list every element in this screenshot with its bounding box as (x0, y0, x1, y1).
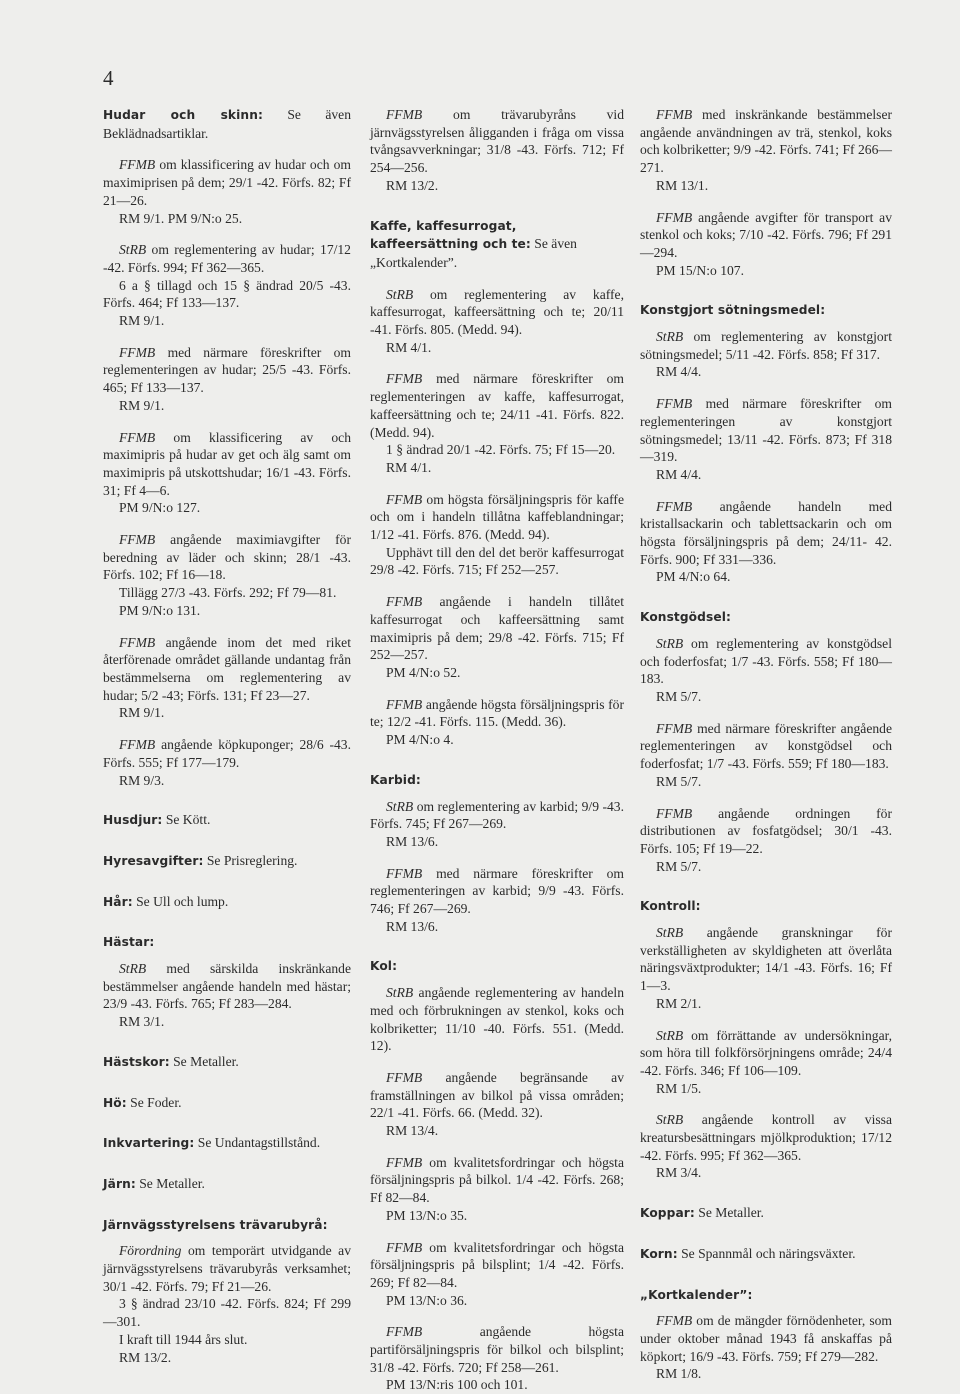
heading-kontroll: Kontroll: (640, 899, 701, 914)
column-2 (370, 106, 624, 1394)
entry (103, 531, 351, 584)
entry-abbr: FFMB (656, 209, 693, 225)
entry-abbr: FFMB (656, 396, 693, 412)
entry-ref: RM 13/2. (386, 177, 439, 193)
entry-text: med närmare föreskrifter om reglementeringen av hudar; 25/5 -43. Förfs. 465; Ff 133—137. (103, 344, 351, 396)
entry-text: angående inom det med riket återförenade området gällande undantag från bestämmelserna om reglementering av hudar; 5/2 -43; Förfs. 131; Ff 23—27. (103, 634, 351, 703)
see-also: Se Metaller. (139, 1175, 205, 1191)
entry-abbr: FFMB (119, 429, 156, 445)
entry-ref: RM 2/1. (656, 995, 702, 1011)
entry-amendment: 1 § ändrad 20/1 -42. Förfs. 75; Ff 15—20. (386, 442, 616, 458)
entry-text: om temporärt utvidgande av järnvägsstyrelsens trävarubyrås verksamhet; 30/1 -42. Förfs. 79; Ff 21—26. (103, 1243, 351, 1294)
entry-text: om reglementering av konstgjort sötningsmedel; 5/11 -42. Förfs. 858; Ff 317. (640, 329, 892, 362)
entry-text: om de mängder förnödenheter, som under oktober månad 1943 få anskaffas på köpkort; 16/9 -43. Förfs. 759; Ff 279—282. (640, 1313, 892, 1364)
entry-abbr: FFMB (386, 371, 423, 387)
entry-abbr: FFMB (119, 532, 156, 548)
entry-hudar-heading (103, 106, 351, 142)
entry-amendment: I kraft till 1944 års slut. (119, 1331, 248, 1347)
see-also: Se även „Kortkalender”. (370, 236, 577, 270)
entry-hastar (103, 933, 351, 952)
entry-hastskor (103, 1053, 351, 1072)
heading-kaffe: Kaffe, kaffesurrogat, kaffeersättning och te: (370, 218, 531, 252)
heading-hudar: Hudar och skinn: (103, 108, 263, 122)
entry (370, 984, 624, 1055)
entry-abbr: FFMB (386, 865, 423, 881)
entry-ref: PM 13/N:ris 100 och 101. (386, 1377, 528, 1393)
entry (640, 498, 892, 569)
entry-abbr: FFMB (656, 1313, 693, 1329)
see-also: Se Metaller. (173, 1053, 239, 1069)
entry-abbr: FFMB (119, 344, 156, 360)
entry-abbr: StRB (386, 985, 414, 1001)
entry-text: angående högsta försäljningspris för te; 12/2 -41. Förfs. 115. (Medd. 36). (370, 696, 624, 730)
entry-abbr: FFMB (386, 1069, 423, 1085)
entry (370, 696, 624, 731)
entry (370, 798, 624, 833)
see-also: Se Metaller. (698, 1205, 764, 1221)
entry-ref: RM 9/1. (119, 397, 165, 413)
entry (103, 429, 351, 500)
entry-abbr: FFMB (386, 594, 423, 610)
entry-ref: RM 4/1. (386, 339, 432, 355)
entry (103, 634, 351, 705)
entry-kol (370, 957, 624, 976)
entry-abbr: FFMB (386, 1239, 423, 1255)
entry-husdjur (103, 811, 351, 830)
entry-ref: PM 9/N:o 127. (119, 500, 201, 516)
entry-text: om reglementering av hudar; 17/12 -42. Förfs. 994; Ff 362—365. (103, 242, 351, 275)
entry-text: om kvalitetsfordringar och högsta försäljningspris på bilsplint; 1/4 -42. Förfs. 269; Ff 82—84. (370, 1239, 624, 1290)
page-number: 4 (103, 66, 114, 90)
entry-abbr: FFMB (119, 737, 156, 753)
entry-ref: RM 4/4. (656, 466, 702, 482)
entry (370, 865, 624, 918)
entry-ref: PM 9/N:o 131. (119, 602, 201, 618)
entry-text: angående ordningen för distributionen av fosfatgödsel; 30/1 -43. Förfs. 105; Ff 19—22. (640, 805, 892, 856)
entry-ref: RM 3/1. (119, 1014, 165, 1030)
entry-text: angående handeln med kristallsackarin och tablettsackarin och om högsta försäljningspris på dem; 24/11- 42. Förfs. 900; Ff 331—336. (640, 498, 892, 567)
entry-text: med särskilda inskränkande bestämmelser angående handeln med hästar; 23/9 -43. Förfs. 765; Ff 283—284. (103, 961, 351, 1012)
entry-ref: RM 9/1. (119, 705, 165, 721)
entry-karbid (370, 771, 624, 790)
entry-ref: PM 13/N:o 35. (386, 1207, 468, 1223)
entry-korn (640, 1245, 892, 1264)
entry (640, 1027, 892, 1080)
entry (370, 286, 624, 339)
see-also: Se Undantagstillstånd. (197, 1135, 321, 1151)
entry-abbr: FFMB (386, 1154, 423, 1170)
entry-kaffe (370, 217, 624, 272)
entry (640, 209, 892, 262)
see-also: Se Foder. (130, 1094, 182, 1110)
entry-ref: PM 4/N:o 4. (386, 732, 454, 748)
entry (103, 1242, 351, 1295)
entry-text: om högsta försäljningspris för kaffe och om i handeln tillåtna kaffeblandningar; 1/12 -41. Förfs. 876. (Medd. 94). (370, 491, 624, 543)
entry-abbr: FFMB (656, 498, 693, 514)
entry-abbr: Förordning (119, 1243, 182, 1259)
entry-inkvartering (103, 1134, 351, 1153)
see-also: Se Prisreglering. (206, 852, 298, 868)
entry-text: om klassificering av och maximipris på hudar av get och älg samt om maximipris på utskottshudar; 16/1 -43. Förfs. 31; Ff 4—6. (103, 429, 351, 498)
entry-jarn (103, 1175, 351, 1194)
heading-kortkalender: „Kortkalender”: (640, 1287, 753, 1302)
entry-abbr: StRB (386, 286, 414, 302)
entry-text: om reglementering av karbid; 9/9 -43. Förfs. 745; Ff 267—269. (370, 798, 624, 832)
entry-abbr: FFMB (119, 157, 156, 173)
entry-abbr: FFMB (386, 107, 423, 122)
entry-text: om reglementering av konstgödsel och foderfosfat; 1/7 -43. Förfs. 558; Ff 180—183. (640, 635, 892, 687)
heading-kol: Kol: (370, 959, 398, 974)
entry (370, 1239, 624, 1292)
entry-text: angående högsta partiförsäljningspris för bilkol och bilsplint; 31/8 -42. Förfs. 720; Ff 258—261. (370, 1324, 624, 1375)
entry (370, 370, 624, 441)
column-3 (640, 106, 892, 1383)
entry (640, 328, 892, 363)
heading-husdjur: Husdjur: (103, 813, 163, 828)
entry-ref: RM 9/1. PM 9/N:o 25. (119, 210, 243, 226)
entry (103, 344, 351, 397)
entry-text: angående maximiavgifter för beredning av läder och skinn; 28/1 -43. Förfs. 102; Ff 16—18. (103, 532, 351, 583)
see-also: Se Spannmål och näringsväxter. (681, 1245, 856, 1261)
entry (640, 805, 892, 858)
entry-ref: RM 13/6. (386, 918, 439, 934)
entry (370, 491, 624, 544)
column-1 (103, 106, 351, 1366)
entry-abbr: FFMB (656, 805, 693, 821)
entry-kontroll (640, 897, 892, 916)
heading-hastar: Hästar: (103, 935, 155, 950)
entry-abbr: StRB (656, 1027, 684, 1043)
entry-ref: RM 13/1. (656, 177, 709, 193)
heading-hastskor: Hästskor: (103, 1054, 170, 1069)
entry (370, 1154, 624, 1207)
entry (370, 1323, 624, 1376)
entry-abbr: FFMB (119, 634, 156, 650)
entry-ref: RM 5/7. (656, 858, 702, 874)
heading-karbid: Karbid: (370, 772, 421, 787)
entry-text: med inskränkande bestämmelser angående användningen av trä, stenkol, koks och kolbriketter; 9/9 -42. Förfs. 741; Ff 266—271. (640, 107, 892, 176)
entry (103, 156, 351, 209)
heading-hyresavgifter: Hyresavgifter: (103, 853, 204, 868)
entry-ref: RM 4/4. (656, 364, 702, 380)
entry (103, 241, 351, 276)
entry-abbr: StRB (386, 798, 414, 814)
entry-amendment: 3 § ändrad 23/10 -42. Förfs. 824; Ff 299—301. (103, 1296, 351, 1330)
entry-text: angående i handeln tillåtet kaffesurrogat och kaffeersättning samt maximipris på dem; 29/8 -42. Förfs. 715; Ff 252—257. (370, 594, 624, 663)
entry (370, 106, 624, 177)
entry-ref: RM 1/5. (656, 1080, 702, 1096)
heading-jarnvagsstyrelsens-travarubyra: Järnvägsstyrelsens trävarubyrå: (103, 1217, 328, 1232)
entry-ref: RM 5/7. (656, 773, 702, 789)
heading-konstgodsel: Konstgödsel: (640, 610, 731, 625)
entry-ref: RM 13/6. (386, 833, 439, 849)
entry-konstgjort (640, 301, 892, 320)
entry (640, 106, 892, 177)
entry-ref: RM 5/7. (656, 688, 702, 704)
entry-text: om trävarubyråns vid järnvägsstyrelsen åligganden i fråga om vissa tvångsavverkningar; 31/8 -43. Förfs. 712; Ff 254—256. (370, 107, 624, 176)
entry-ref: RM 13/2. (119, 1349, 172, 1365)
entry-kortkalender (640, 1286, 892, 1305)
entry-abbr: FFMB (386, 491, 423, 507)
entry-ref: PM 13/N:o 36. (386, 1292, 468, 1308)
entry-har (103, 893, 351, 912)
entry-ref: PM 4/N:o 52. (386, 664, 461, 680)
entry-ref: RM 1/8. (656, 1366, 702, 1382)
entry-amendment: Upphävt till den del det berör kaffesurrogat 29/8 -42. Förfs. 715; Ff 252—257. (370, 544, 624, 578)
entry-jvs (103, 1216, 351, 1235)
heading-konstgjort-sotningsmedel: Konstgjort sötningsmedel: (640, 303, 826, 318)
entry-abbr: FFMB (386, 1324, 423, 1340)
entry-ref: PM 4/N:o 64. (656, 569, 731, 585)
entry (640, 1111, 892, 1164)
entry-text: angående granskningar för verkställigheten av skyldigheten att överlåta näringsväxtprodukter; 14/1 -43. Förfs. 16; Ff 1—3. (640, 925, 892, 994)
entry (640, 395, 892, 466)
entry-text: om kvalitetsfordringar och högsta försäljningspris på bilkol. 1/4 -42. Förfs. 268; Ff 82—84. (370, 1154, 624, 1206)
entry-konstgodsel (640, 608, 892, 627)
entry-text: angående begränsande av framställningen av bilkol på vissa områden; 22/1 -41. Förfs. 66. (Medd. 32). (370, 1069, 624, 1121)
entry-ho (103, 1094, 351, 1113)
see-also: Se Kött. (165, 812, 211, 828)
entry-text: om reglementering av kaffe, kaffesurrogat, kaffeersättning och te; 20/11 -41. Förfs. 805. (Medd. 94). (370, 286, 624, 338)
heading-inkvartering: Inkvartering: (103, 1136, 195, 1151)
entry-text: angående reglementering av handeln med och förbrukningen av stenkol, koks och kolbriketter; 11/10 -40. Förfs. 551. (Medd. 12). (370, 985, 624, 1054)
heading-ho: Hö: (103, 1095, 127, 1110)
entry-ref: RM 13/4. (386, 1123, 439, 1139)
entry (640, 720, 892, 773)
entry (370, 593, 624, 664)
entry-ref: RM 9/1. (119, 313, 165, 329)
entry-hyresavgifter (103, 852, 351, 871)
entry (370, 1069, 624, 1122)
entry-abbr: FFMB (386, 696, 423, 712)
entry-amendment: Tillägg 27/3 -43. Förfs. 292; Ff 79—81. (119, 585, 337, 601)
entry-abbr: StRB (656, 925, 684, 941)
entry-text: med närmare föreskrifter om reglementeringen av kaffe, kaffesurrogat, kaffeersättning och te; 24/11 -41. Förfs. 822. (Medd. 94). (370, 371, 624, 440)
entry-amendment: 6 a § tillagd och 15 § ändrad 20/5 -43. Förfs. 464; Ff 133—137. (103, 277, 351, 311)
entry-abbr: FFMB (656, 720, 693, 736)
entry-text: med närmare föreskrifter om reglementeringen av karbid; 9/9 -43. Förfs. 746; Ff 267—269. (370, 865, 624, 917)
entry-text: angående köpkuponger; 28/6 -43. Förfs. 555; Ff 177—179. (103, 737, 351, 770)
entry-abbr: StRB (656, 329, 684, 345)
entry-abbr: StRB (656, 1112, 684, 1128)
entry-abbr: StRB (656, 635, 684, 651)
entry-text: om förrättande av undersökningar, som höra till folkförsörjningens område; 24/4 -42. Förfs. 346; Ff 106—109. (640, 1027, 892, 1078)
entry-ref: RM 4/1. (386, 459, 432, 475)
heading-jarn: Järn: (103, 1176, 136, 1191)
entry-koppar (640, 1204, 892, 1223)
see-also: Se Ull och lump. (136, 893, 229, 909)
entry (640, 1312, 892, 1365)
entry-abbr: StRB (119, 242, 147, 258)
heading-har: Hår: (103, 894, 133, 909)
entry-text: med närmare föreskrifter om reglementeringen av konstgjort sötningsmedel; 13/11 -42. Förfs. 873; Ff 318—319. (640, 396, 892, 465)
entry (103, 736, 351, 771)
entry-text: angående avgifter för transport av stenkol och koks; 7/10 -42. Förfs. 796; Ff 291—294. (640, 209, 893, 260)
entry-abbr: FFMB (656, 107, 693, 122)
entry (640, 635, 892, 688)
entry-text: angående kontroll av vissa kreatursbesättningars mjölkproduktion; 17/12 -42. Förfs. 995; Ff 362—365. (640, 1112, 892, 1163)
entry-abbr: StRB (119, 961, 147, 977)
entry (103, 960, 351, 1013)
heading-koppar: Koppar: (640, 1206, 695, 1221)
entry-text: om klassificering av hudar och om maximiprisen på dem; 29/1 -42. Förfs. 82; Ff 21—26. (103, 157, 351, 208)
heading-korn: Korn: (640, 1246, 678, 1261)
entry-ref: RM 9/3. (119, 772, 165, 788)
entry-ref: RM 3/4. (656, 1165, 702, 1181)
entry-text: med närmare föreskrifter angående reglementeringen av konstgödsel och foderfosfat; 1/7 -43. Förfs. 559; Ff 180—183. (640, 720, 892, 772)
entry (640, 924, 892, 995)
see-also: Se även Beklädnadsartiklar. (103, 107, 351, 141)
entry-ref: PM 15/N:o 107. (656, 262, 744, 278)
